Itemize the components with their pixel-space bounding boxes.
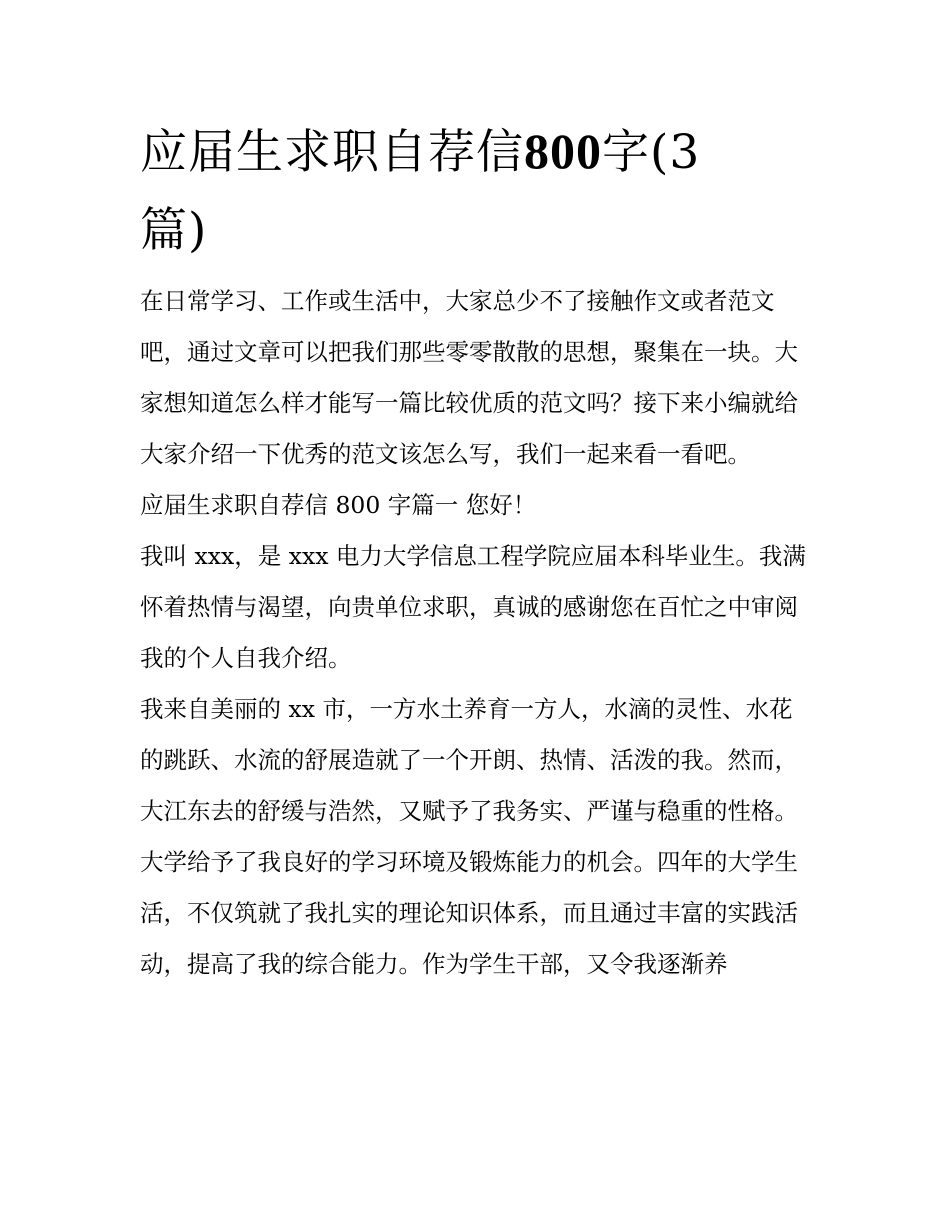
paragraph-section-heading: 应届生求职自荐信 800 字篇一 您好！ xyxy=(140,491,537,519)
paragraph-self-introduction: 我叫 xxx，是 xxx 电力大学信息工程学院应届本科毕业生。我满怀着热情与渴望，向贵单位求职，真诚的感谢您在百忙之中审阅我的个人自我介绍。 xyxy=(140,542,806,672)
document-title xyxy=(140,112,760,270)
title-text-part-2: 字(3 xyxy=(602,125,701,180)
title-text-part-1: 应届生求职自荐信 xyxy=(140,125,524,180)
title-text-part-3: 篇) xyxy=(140,203,208,258)
paragraph-university: 大学给予了我良好的学习环境及锻炼能力的机会。四年的大学生活，不仅筑就了我扎实的理论知识体系，而且通过丰富的实践活动，提高了我的综合能力。作为学生干部，又令我逐渐养 xyxy=(140,848,798,978)
paragraph-hometown: 我来自美丽的 xx 市，一方水土养育一方人，水滴的灵性、水花的跳跃、水流的舒展造就了一个开朗、热情、活泼的我。然而，大江东去的舒缓与浩然，又赋予了我务实、严谨与稳重的性格。 xyxy=(140,695,798,825)
document-body xyxy=(140,276,812,990)
title-number: 800 xyxy=(524,123,602,179)
paragraph-intro: 在日常学习、工作或生活中，大家总少不了接触作文或者范文吧，通过文章可以把我们那些零零散散的思想，聚集在一块。大家想知道怎么样才能写一篇比较优质的范文吗？接下来小编就给大家介绍一下优秀的范文该怎么写，我们一起来看一看吧。 xyxy=(140,287,798,468)
